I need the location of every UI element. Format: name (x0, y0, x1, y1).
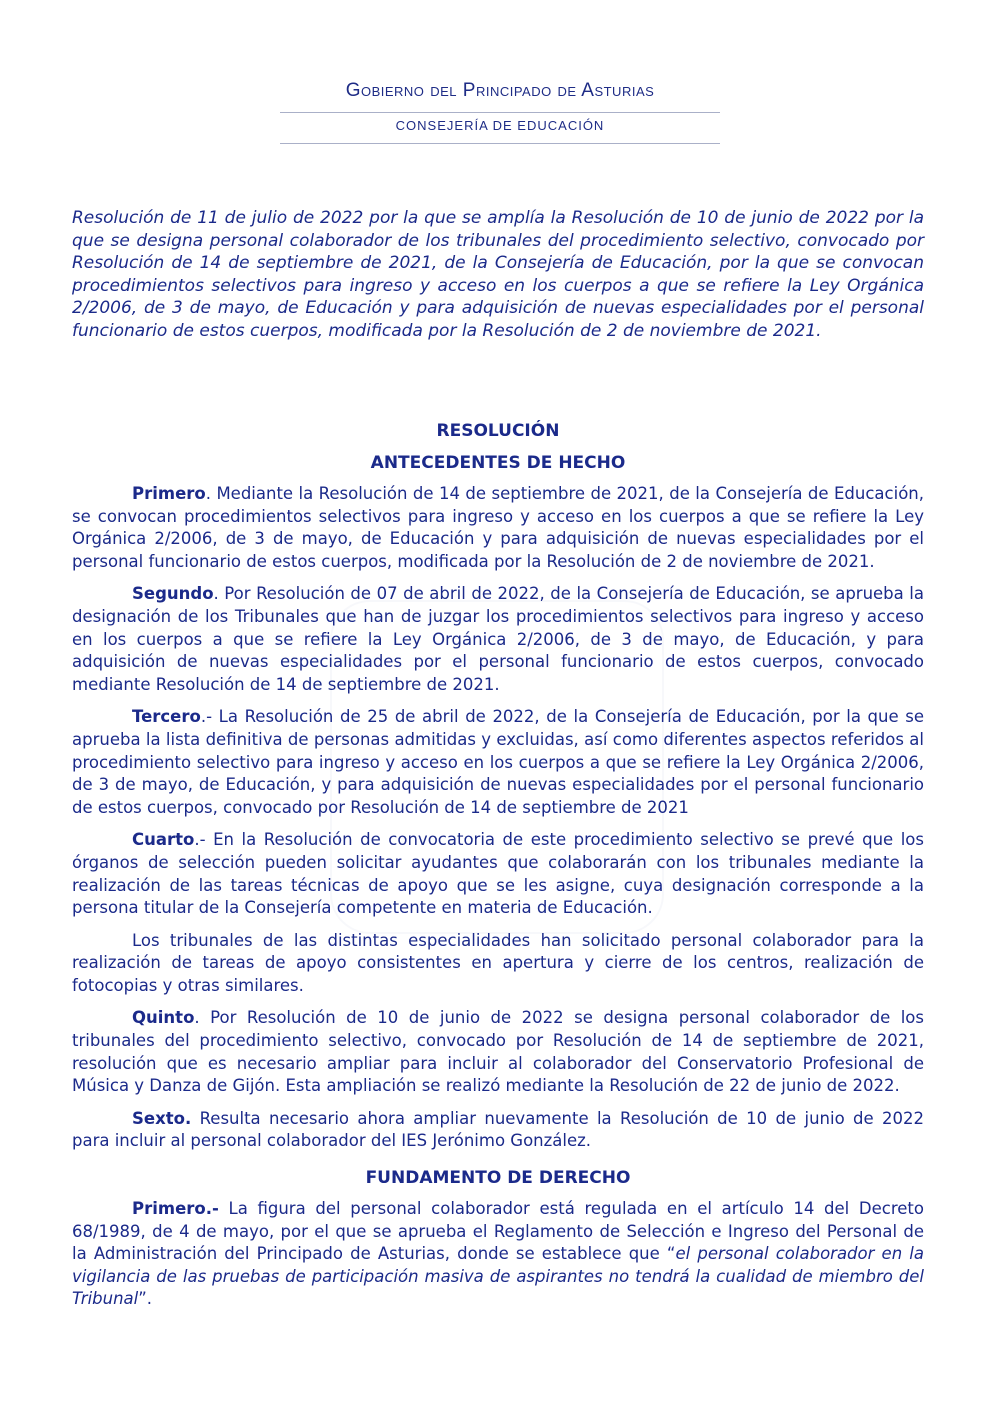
legal-quote: el personal colaborador en la vigilancia de las pruebas de participación masiva de aspirantes no tendrá la cualidad de miembro del Tribunal (72, 1244, 924, 1309)
fundamento-primero: Primero.- La figura del personal colaborador está regulada en el artículo 14 del Decreto 68/1989, de 4 de mayo, por el que se aprueba el Reglamento de Selección e Ingreso del Personal de la Administración del Principado de Asturias, donde se establece que “el personal colaborador en la vigilancia de las pruebas de participación masiva de aspirantes no tendrá la cualidad de miembro del Tribunal”. (72, 1199, 924, 1309)
divider (280, 143, 720, 144)
antecedente-sexto: Sexto. Resulta necesario ahora ampliar nuevamente la Resolución de 10 de junio de 2022 para incluir al personal colaborador del IES Jerónimo González. (72, 1108, 924, 1151)
item-label: Primero (132, 484, 206, 503)
antecedente-primero: Primero. Mediante la Resolución de 14 de septiembre de 2021, de la Consejería de Educación, se convocan procedimientos selectivos para ingreso y acceso en los cuerpos a que se refiere la Ley Orgánica 2/2006, de 3 de mayo, de Educación y para adquisición de nuevas especialidades por el personal funcionario de estos cuerpos, modificada por la Resolución de 2 de noviembre de 2021. (72, 484, 924, 571)
antecedente-cuarto-continuation: Los tribunales de las distintas especialidades han solicitado personal colaborador para la realización de tareas de apoyo consistentes en apertura y cierre de los centros, realización de fotocopias y otras similares. (72, 930, 924, 995)
heading-antecedentes: ANTECEDENTES DE HECHO (370, 453, 626, 473)
org-name: Gobierno del Principado de Asturias (345, 80, 655, 101)
antecedente-segundo: Segundo. Por Resolución de 07 de abril de 2022, de la Consejería de Educación, se aprueba la designación de los Tribunales que han de juzgar los procedimientos selectivos para ingreso y acceso en los cuerpos a que se refiere la Ley Orgánica 2/2006, de 3 de mayo, de Educación, y para adquisición de nuevas especialidades por el personal funcionario de estos cuerpos, convocado mediante Resolución de 14 de septiembre de 2021. (72, 584, 924, 694)
antecedente-quinto: Quinto. Por Resolución de 10 de junio de 2022 se designa personal colaborador de los tribunales del procedimiento selectivo, convocado por Resolución de 14 de septiembre de 2021, resolución que es necesario ampliar para incluir al colaborador del Conservatorio Profesional de Música y Danza de Gijón. Esta ampliación se realizó mediante la Resolución de 22 de junio de 2022. (72, 1008, 924, 1096)
item-label: Sexto. (132, 1108, 192, 1128)
item-label: Primero.- (132, 1199, 219, 1219)
antecedente-cuarto: Cuarto.- En la Resolución de convocatoria de este procedimiento selectivo se prevé que los órganos de selección pueden solicitar ayudantes que colaborarán con los tribunales mediante la realización de las tareas técnicas de apoyo que se les asigne, cuya designación corresponde a la persona titular de la Consejería competente en materia de Educación. (72, 830, 924, 918)
antecedente-tercero: Tercero.- La Resolución de 25 de abril de 2022, de la Consejería de Educación, por la que se aprueba la lista definitiva de personas admitidas y excluidas, así como diferentes aspectos referidos al procedimiento selectivo para ingreso y acceso en los cuerpos a que se refiere la Ley Orgánica 2/2006, de 3 de mayo, de Educación, y para adquisición de nuevas especialidades por el personal funcionario de estos cuerpos, convocado por Resolución de 14 de septiembre de 2021 (72, 707, 924, 817)
item-label: Tercero (132, 707, 201, 727)
divider (280, 112, 720, 113)
heading-resolucion: RESOLUCIÓN (436, 421, 560, 441)
item-label: Cuarto (132, 830, 195, 850)
resolution-title: Resolución de 11 de julio de 2022 por la que se amplía la Resolución de 10 de junio de 2022 por la que se designa personal colaborador de los tribunales del procedimiento selectivo, convocado por Resolución de 14 de septiembre de 2021, de la Consejería de Educación, por la que se convocan procedimientos selectivos para ingreso y acceso en los cuerpos a que se refiere la Ley Orgánica 2/2006, de 3 de mayo, de Educación y para adquisición de nuevas especialidades por el personal funcionario de estos cuerpos, modificada por la Resolución de 2 de noviembre de 2021. (72, 208, 924, 341)
department-name: CONSEJERÍA DE EDUCACIÓN (395, 118, 605, 133)
document-body (72, 420, 924, 1311)
heading-fundamento: FUNDAMENTO DE DERECHO (365, 1168, 631, 1189)
item-label: Quinto (132, 1008, 195, 1028)
letterhead (0, 80, 1000, 144)
item-label: Segundo (132, 584, 214, 604)
